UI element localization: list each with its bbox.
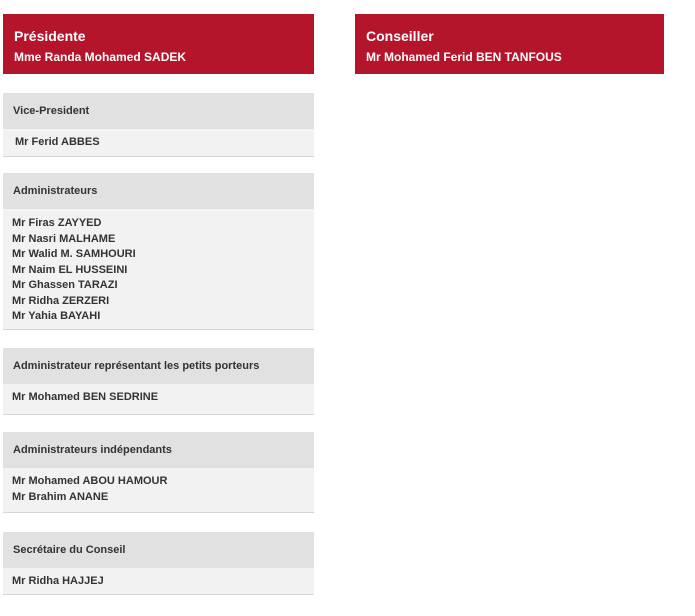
conseiller-role: Conseiller [366, 28, 434, 44]
section-title: Vice-President [3, 93, 314, 129]
member-name: Mr Ridha ZERZERI [12, 294, 110, 307]
section-secretaire [3, 532, 314, 595]
section-petits-porteurs [3, 348, 314, 415]
member-name: Mr Nasri MALHAME [12, 232, 116, 245]
member-name: Mr Mohamed BEN SEDRINE [12, 391, 159, 403]
conseiller-name: Mr Mohamed Ferid BEN TANFOUS [366, 50, 562, 64]
presidente-card [3, 14, 314, 74]
member-name: Mr Walid M. SAMHOURI [12, 248, 136, 260]
member-name: Mr Ridha HAJJEJ [12, 575, 104, 587]
section-title: Administrateurs indépendants [3, 432, 314, 468]
section-title: Administrateur représentant les petits porteurs [3, 348, 314, 384]
section-title: Administrateurs [3, 173, 314, 209]
presidente-role: Présidente [14, 28, 86, 44]
section-members [3, 568, 314, 595]
presidente-name: Mme Randa Mohamed SADEK [14, 50, 187, 64]
section-independants [3, 432, 314, 513]
member-name: Mr Firas ZAYYED [12, 217, 102, 229]
section-title: Secrétaire du Conseil [3, 532, 314, 568]
conseiller-card [355, 14, 664, 74]
section-members [3, 129, 314, 157]
section-members [3, 209, 314, 330]
section-members [3, 384, 314, 415]
member-name: Mr Yahia BAYAHI [12, 310, 101, 322]
member-name: Mr Naim EL HUSSEINI [12, 263, 128, 276]
member-name: Mr Ferid ABBES [15, 136, 100, 148]
member-name: Mr Mohamed ABOU HAMOUR [12, 475, 168, 487]
section-administrateurs [3, 173, 314, 330]
section-members [3, 468, 314, 513]
member-name: Mr Brahim ANANE [12, 490, 109, 503]
member-name: Mr Ghassen TARAZI [12, 279, 118, 291]
section-vice-president [3, 93, 314, 157]
